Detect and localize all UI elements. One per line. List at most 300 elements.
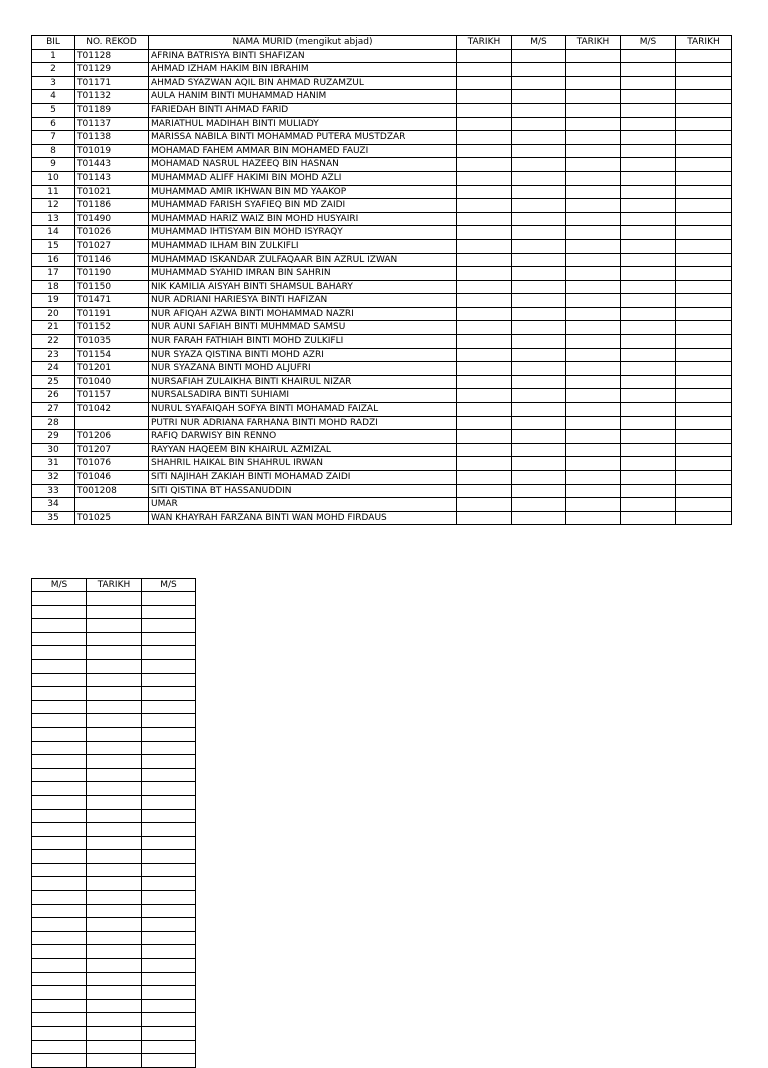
tarikh-cell (457, 403, 512, 417)
ms-cell (142, 592, 196, 606)
ms-cell (512, 199, 566, 213)
ms-cell (621, 226, 676, 240)
tarikh-cell (87, 836, 142, 850)
ms-cell (32, 972, 87, 986)
bil-cell: 13 (32, 212, 75, 226)
tarikh-cell (676, 430, 732, 444)
ms-cell (32, 619, 87, 633)
ms-cell (512, 430, 566, 444)
tarikh-cell (457, 280, 512, 294)
table-row (32, 90, 732, 104)
tarikh-cell (676, 131, 732, 145)
tarikh-cell (87, 632, 142, 646)
nama-murid-cell: NIK KAMILIA AISYAH BINTI SHAMSUL BAHARY (149, 280, 457, 294)
no-rekod-cell: T01019 (75, 144, 149, 158)
continuation-row (32, 741, 196, 755)
tarikh-cell (676, 90, 732, 104)
bil-cell: 18 (32, 280, 75, 294)
table-row (32, 103, 732, 117)
tarikh-cell (457, 226, 512, 240)
tarikh-cell (457, 185, 512, 199)
header-ms: M/S (142, 579, 196, 592)
nama-murid-cell: RAYYAN HAQEEM BIN KHAIRUL AZMIZAL (149, 443, 457, 457)
tarikh-cell (566, 144, 621, 158)
nama-murid-cell: MUHAMMAD ALIFF HAKIMI BIN MOHD AZLI (149, 171, 457, 185)
ms-cell (142, 891, 196, 905)
no-rekod-cell: T01186 (75, 199, 149, 213)
tarikh-cell (566, 457, 621, 471)
tarikh-cell (87, 809, 142, 823)
ms-cell (621, 471, 676, 485)
bil-cell: 19 (32, 294, 75, 308)
tarikh-cell (566, 49, 621, 63)
bil-cell: 6 (32, 117, 75, 131)
ms-cell (32, 1013, 87, 1027)
continuation-row (32, 986, 196, 1000)
ms-cell (621, 239, 676, 253)
ms-cell (32, 945, 87, 959)
tarikh-cell (566, 226, 621, 240)
bil-cell: 23 (32, 348, 75, 362)
ms-cell (142, 700, 196, 714)
tarikh-cell (566, 158, 621, 172)
nama-murid-cell: NURSAFIAH ZULAIKHA BINTI KHAIRUL NIZAR (149, 375, 457, 389)
no-rekod-cell: T01046 (75, 471, 149, 485)
ms-cell (621, 212, 676, 226)
tarikh-cell (676, 212, 732, 226)
ms-cell (32, 714, 87, 728)
no-rekod-cell: T01128 (75, 49, 149, 63)
ms-cell (621, 362, 676, 376)
ms-cell (142, 836, 196, 850)
ms-cell (32, 891, 87, 905)
no-rekod-cell: T01076 (75, 457, 149, 471)
no-rekod-cell: T01150 (75, 280, 149, 294)
tarikh-cell (457, 76, 512, 90)
ms-cell (512, 443, 566, 457)
ms-cell (512, 348, 566, 362)
ms-cell (621, 63, 676, 77)
bil-cell: 35 (32, 511, 75, 525)
bil-cell: 24 (32, 362, 75, 376)
bil-cell: 32 (32, 471, 75, 485)
no-rekod-cell: T01129 (75, 63, 149, 77)
tarikh-cell (87, 782, 142, 796)
bil-cell: 8 (32, 144, 75, 158)
ms-cell (621, 280, 676, 294)
header-ms: M/S (32, 579, 87, 592)
table-row (32, 471, 732, 485)
ms-cell (142, 632, 196, 646)
continuation-row (32, 823, 196, 837)
nama-murid-cell: MUHAMMAD ISKANDAR ZULFAQAAR BIN AZRUL IZWAN (149, 253, 457, 267)
continuation-row (32, 945, 196, 959)
ms-cell (32, 632, 87, 646)
tarikh-cell (457, 144, 512, 158)
continuation-row (32, 877, 196, 891)
ms-cell (142, 972, 196, 986)
continuation-row (32, 1027, 196, 1041)
table-row (32, 63, 732, 77)
tarikh-cell (566, 76, 621, 90)
ms-cell (142, 959, 196, 973)
tarikh-cell (87, 877, 142, 891)
tarikh-cell (676, 103, 732, 117)
no-rekod-cell: T01021 (75, 185, 149, 199)
ms-cell (32, 863, 87, 877)
tarikh-cell (676, 144, 732, 158)
tarikh-cell (676, 226, 732, 240)
header-row (32, 36, 732, 50)
continuation-row (32, 619, 196, 633)
nama-murid-cell: NUR AFIQAH AZWA BINTI MOHAMMAD NAZRI (149, 307, 457, 321)
tarikh-cell (87, 1054, 142, 1068)
continuation-row (32, 795, 196, 809)
no-rekod-cell: T01138 (75, 131, 149, 145)
tarikh-cell (457, 158, 512, 172)
continuation-row (32, 727, 196, 741)
ms-cell (512, 49, 566, 63)
ms-cell (142, 823, 196, 837)
nama-murid-cell: WAN KHAYRAH FARZANA BINTI WAN MOHD FIRDAUS (149, 511, 457, 525)
continuation-row (32, 632, 196, 646)
ms-cell (621, 511, 676, 525)
tarikh-cell (566, 471, 621, 485)
tarikh-cell (566, 131, 621, 145)
ms-cell (621, 498, 676, 512)
no-rekod-cell: T001208 (75, 484, 149, 498)
tarikh-cell (676, 375, 732, 389)
ms-cell (621, 416, 676, 430)
ms-cell (32, 1027, 87, 1041)
tarikh-cell (566, 443, 621, 457)
continuation-table (31, 578, 196, 1068)
tarikh-cell (87, 768, 142, 782)
no-rekod-cell: T01471 (75, 294, 149, 308)
ms-cell (512, 484, 566, 498)
tarikh-cell (566, 335, 621, 349)
header-tarikh: TARIKH (676, 36, 732, 50)
table-row (32, 131, 732, 145)
ms-cell (142, 850, 196, 864)
continuation-row (32, 891, 196, 905)
ms-cell (142, 945, 196, 959)
bil-cell: 26 (32, 389, 75, 403)
ms-cell (32, 768, 87, 782)
ms-cell (512, 76, 566, 90)
tarikh-cell (87, 823, 142, 837)
ms-cell (512, 63, 566, 77)
ms-cell (32, 836, 87, 850)
ms-cell (32, 850, 87, 864)
ms-cell (142, 741, 196, 755)
ms-cell (621, 185, 676, 199)
bil-cell: 14 (32, 226, 75, 240)
tarikh-cell (87, 741, 142, 755)
bil-cell: 1 (32, 49, 75, 63)
header-nama-murid: NAMA MURID (mengikut abjad) (149, 36, 457, 50)
ms-cell (32, 904, 87, 918)
bil-cell: 12 (32, 199, 75, 213)
tarikh-cell (457, 117, 512, 131)
ms-cell (512, 403, 566, 417)
bil-cell: 11 (32, 185, 75, 199)
bil-cell: 28 (32, 416, 75, 430)
tarikh-cell (87, 904, 142, 918)
tarikh-cell (457, 212, 512, 226)
continuation-header-row (32, 579, 196, 592)
nama-murid-cell: MOHAMAD NASRUL HAZEEQ BIN HASNAN (149, 158, 457, 172)
no-rekod-cell: T01137 (75, 117, 149, 131)
tarikh-cell (676, 239, 732, 253)
tarikh-cell (457, 103, 512, 117)
bil-cell: 15 (32, 239, 75, 253)
no-rekod-cell: T01042 (75, 403, 149, 417)
no-rekod-cell (75, 416, 149, 430)
ms-cell (32, 823, 87, 837)
table-row (32, 49, 732, 63)
no-rekod-cell: T01190 (75, 267, 149, 281)
tarikh-cell (87, 1040, 142, 1054)
nama-murid-cell: UMAR (149, 498, 457, 512)
ms-cell (512, 471, 566, 485)
tarikh-cell (566, 90, 621, 104)
ms-cell (621, 389, 676, 403)
ms-cell (32, 727, 87, 741)
tarikh-cell (566, 253, 621, 267)
tarikh-cell (87, 592, 142, 606)
ms-cell (621, 117, 676, 131)
tarikh-cell (676, 403, 732, 417)
ms-cell (142, 755, 196, 769)
ms-cell (142, 714, 196, 728)
bil-cell: 31 (32, 457, 75, 471)
ms-cell (512, 375, 566, 389)
tarikh-cell (87, 918, 142, 932)
table-row (32, 294, 732, 308)
tarikh-cell (566, 416, 621, 430)
ms-cell (621, 131, 676, 145)
no-rekod-cell: T01490 (75, 212, 149, 226)
continuation-row (32, 755, 196, 769)
tarikh-cell (457, 199, 512, 213)
ms-cell (142, 1054, 196, 1068)
bil-cell: 25 (32, 375, 75, 389)
no-rekod-cell: T01035 (75, 335, 149, 349)
tarikh-cell (566, 321, 621, 335)
tarikh-cell (566, 171, 621, 185)
tarikh-cell (457, 348, 512, 362)
ms-cell (512, 321, 566, 335)
nama-murid-cell: MUHAMMAD SYAHID IMRAN BIN SAHRIN (149, 267, 457, 281)
student-rows (32, 49, 732, 525)
tarikh-cell (87, 714, 142, 728)
ms-cell (512, 90, 566, 104)
continuation-row (32, 999, 196, 1013)
ms-cell (512, 416, 566, 430)
tarikh-cell (87, 1013, 142, 1027)
tarikh-cell (87, 646, 142, 660)
tarikh-cell (87, 863, 142, 877)
tarikh-cell (457, 375, 512, 389)
no-rekod-cell: T01025 (75, 511, 149, 525)
tarikh-cell (87, 891, 142, 905)
ms-cell (142, 904, 196, 918)
tarikh-cell (87, 755, 142, 769)
ms-cell (512, 511, 566, 525)
tarikh-cell (566, 498, 621, 512)
ms-cell (512, 239, 566, 253)
ms-cell (142, 986, 196, 1000)
header-ms: M/S (621, 36, 676, 50)
tarikh-cell (87, 619, 142, 633)
tarikh-cell (676, 185, 732, 199)
tarikh-cell (87, 605, 142, 619)
tarikh-cell (87, 727, 142, 741)
table-row (32, 362, 732, 376)
continuation-row (32, 904, 196, 918)
table-row (32, 389, 732, 403)
tarikh-cell (457, 511, 512, 525)
table-row (32, 335, 732, 349)
continuation-row (32, 1013, 196, 1027)
nama-murid-cell: SITI QISTINA BT HASSANUDDIN (149, 484, 457, 498)
tarikh-cell (457, 321, 512, 335)
tarikh-cell (87, 659, 142, 673)
tarikh-cell (676, 416, 732, 430)
tarikh-cell (676, 307, 732, 321)
tarikh-cell (87, 795, 142, 809)
table-row (32, 117, 732, 131)
bil-cell: 4 (32, 90, 75, 104)
continuation-row (32, 673, 196, 687)
tarikh-cell (566, 348, 621, 362)
ms-cell (621, 253, 676, 267)
ms-cell (512, 103, 566, 117)
nama-murid-cell: MUHAMMAD AMIR IKHWAN BIN MD YAAKOP (149, 185, 457, 199)
no-rekod-cell (75, 498, 149, 512)
tarikh-cell (457, 471, 512, 485)
no-rekod-cell: T01171 (75, 76, 149, 90)
table-row (32, 511, 732, 525)
tarikh-cell (676, 471, 732, 485)
continuation-row (32, 972, 196, 986)
nama-murid-cell: RAFIQ DARWISY BIN RENNO (149, 430, 457, 444)
ms-cell (142, 659, 196, 673)
tarikh-cell (457, 171, 512, 185)
ms-cell (621, 484, 676, 498)
ms-cell (512, 253, 566, 267)
tarikh-cell (457, 416, 512, 430)
continuation-row (32, 918, 196, 932)
ms-cell (32, 687, 87, 701)
table-row (32, 375, 732, 389)
tarikh-cell (676, 498, 732, 512)
ms-cell (512, 226, 566, 240)
ms-cell (32, 755, 87, 769)
ms-cell (142, 795, 196, 809)
tarikh-cell (676, 348, 732, 362)
no-rekod-cell: T01443 (75, 158, 149, 172)
tarikh-cell (87, 1027, 142, 1041)
ms-cell (142, 1013, 196, 1027)
bil-cell: 34 (32, 498, 75, 512)
tarikh-cell (457, 294, 512, 308)
ms-cell (512, 498, 566, 512)
tarikh-cell (676, 158, 732, 172)
nama-murid-cell: SITI NAJIHAH ZAKIAH BINTI MOHAMAD ZAIDI (149, 471, 457, 485)
continuation-row (32, 959, 196, 973)
tarikh-cell (566, 389, 621, 403)
header-tarikh: TARIKH (457, 36, 512, 50)
table-row (32, 484, 732, 498)
ms-cell (621, 90, 676, 104)
table-row (32, 226, 732, 240)
ms-cell (142, 605, 196, 619)
nama-murid-cell: NUR AUNI SAFIAH BINTI MUHMMAD SAMSU (149, 321, 457, 335)
tarikh-cell (676, 280, 732, 294)
ms-cell (32, 646, 87, 660)
ms-cell (512, 131, 566, 145)
tarikh-cell (676, 117, 732, 131)
nama-murid-cell: SHAHRIL HAIKAL BIN SHAHRUL IRWAN (149, 457, 457, 471)
continuation-row (32, 931, 196, 945)
header-tarikh: TARIKH (87, 579, 142, 592)
tarikh-cell (566, 280, 621, 294)
ms-cell (142, 918, 196, 932)
continuation-row (32, 809, 196, 823)
no-rekod-cell: T01191 (75, 307, 149, 321)
bil-cell: 27 (32, 403, 75, 417)
table-row (32, 253, 732, 267)
tarikh-cell (457, 49, 512, 63)
ms-cell (621, 49, 676, 63)
nama-murid-cell: MUHAMMAD ILHAM BIN ZULKIFLI (149, 239, 457, 253)
tarikh-cell (566, 185, 621, 199)
ms-cell (32, 809, 87, 823)
ms-cell (621, 307, 676, 321)
tarikh-cell (457, 267, 512, 281)
continuation-row (32, 1054, 196, 1068)
table-row (32, 348, 732, 362)
ms-cell (621, 375, 676, 389)
ms-cell (32, 1040, 87, 1054)
header-tarikh: TARIKH (566, 36, 621, 50)
table-row (32, 267, 732, 281)
nama-murid-cell: AULA HANIM BINTI MUHAMMAD HANIM (149, 90, 457, 104)
tarikh-cell (566, 484, 621, 498)
tarikh-cell (457, 63, 512, 77)
ms-cell (621, 199, 676, 213)
ms-cell (32, 659, 87, 673)
bil-cell: 33 (32, 484, 75, 498)
tarikh-cell (87, 850, 142, 864)
ms-cell (142, 931, 196, 945)
table-row (32, 321, 732, 335)
student-register-table (31, 35, 732, 525)
header-ms: M/S (512, 36, 566, 50)
ms-cell (142, 673, 196, 687)
no-rekod-cell: T01189 (75, 103, 149, 117)
ms-cell (512, 457, 566, 471)
tarikh-cell (676, 63, 732, 77)
no-rekod-cell: T01152 (75, 321, 149, 335)
tarikh-cell (457, 498, 512, 512)
no-rekod-cell: T01026 (75, 226, 149, 240)
bil-cell: 10 (32, 171, 75, 185)
continuation-row (32, 605, 196, 619)
bil-cell: 9 (32, 158, 75, 172)
